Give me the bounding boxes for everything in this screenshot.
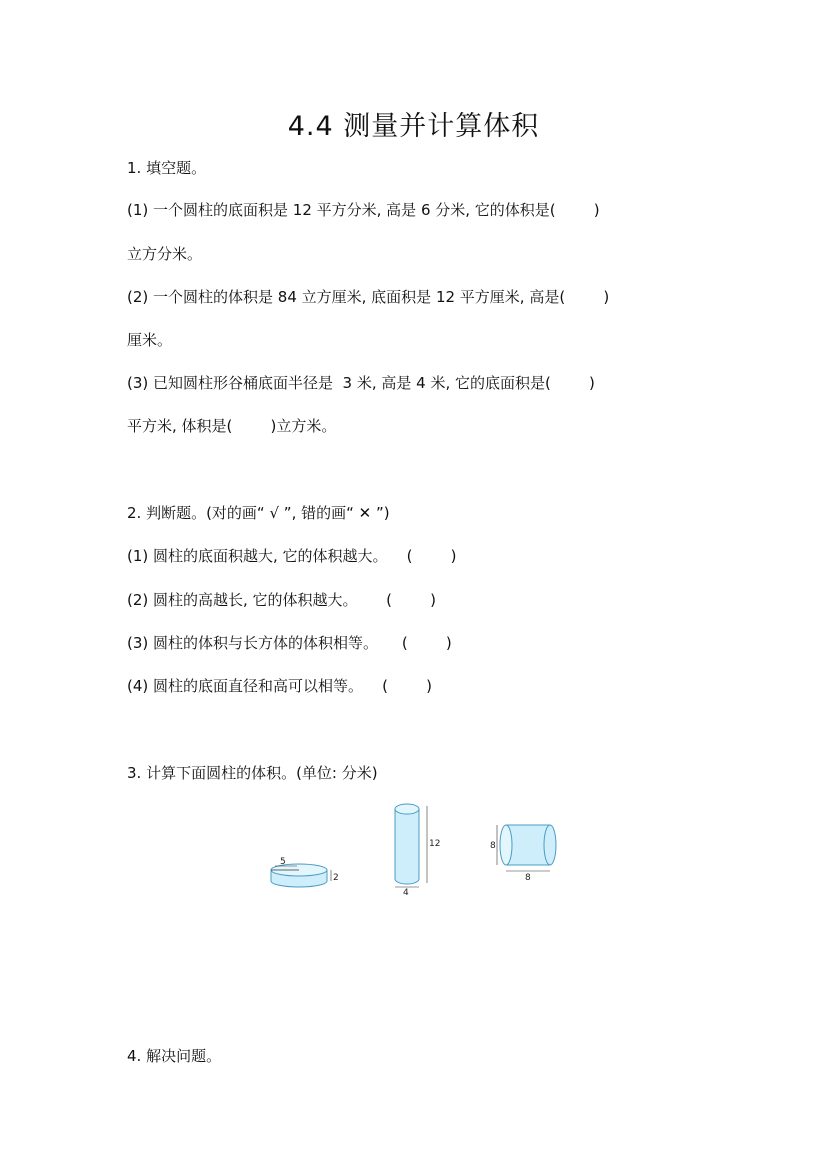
judge-question-4: (4) 圆柱的底面直径和高可以相等。 ( ) — [127, 677, 432, 695]
cylinder-1 — [271, 857, 339, 887]
fill-question-2-line1: (2) 一个圆柱的体积是 84 立方厘米, 底面积是 12 平方厘米, 高是( ) — [127, 288, 610, 306]
section4-heading: 4. 解决问题。 — [127, 1047, 222, 1065]
cylinder-3-height-label: 8 — [490, 841, 496, 851]
judge-question-1: (1) 圆柱的底面积越大, 它的体积越大。 ( ) — [127, 547, 457, 565]
fill-question-3-line1: (3) 已知圆柱形谷桶底面半径是 3 米, 高是 4 米, 它的底面积是( ) — [127, 374, 595, 392]
fill-question-2-line2: 厘米。 — [127, 331, 173, 349]
section1-heading: 1. 填空题。 — [127, 159, 207, 177]
cylinder-1-radius-label: 5 — [280, 857, 286, 867]
fill-question-1-line1: (1) 一个圆柱的底面积是 12 平方分米, 高是 6 分米, 它的体积是( ) — [127, 201, 600, 219]
cylinder-1-height-label: 2 — [333, 873, 339, 883]
fill-question-3-line2: 平方米, 体积是( )立方米。 — [127, 417, 337, 435]
section2-heading: 2. 判断题。(对的画“ √ ”, 错的画“ ✕ ”) — [127, 504, 390, 522]
page-title: 4.4 测量并计算体积 — [287, 111, 540, 142]
judge-question-2: (2) 圆柱的高越长, 它的体积越大。 ( ) — [127, 591, 437, 609]
section3-heading: 3. 计算下面圆柱的体积。(单位: 分米) — [127, 764, 378, 782]
cylinder-3 — [490, 825, 556, 883]
cylinder-2-height-label: 12 — [429, 839, 441, 849]
cylinder-3-diameter-label: 8 — [525, 873, 531, 883]
judge-question-3: (3) 圆柱的体积与长方体的体积相等。 ( ) — [127, 634, 452, 652]
fill-question-1-line2: 立方分米。 — [127, 245, 203, 263]
cylinder-2 — [395, 804, 440, 898]
cylinder-2-diameter-label: 4 — [403, 888, 409, 898]
